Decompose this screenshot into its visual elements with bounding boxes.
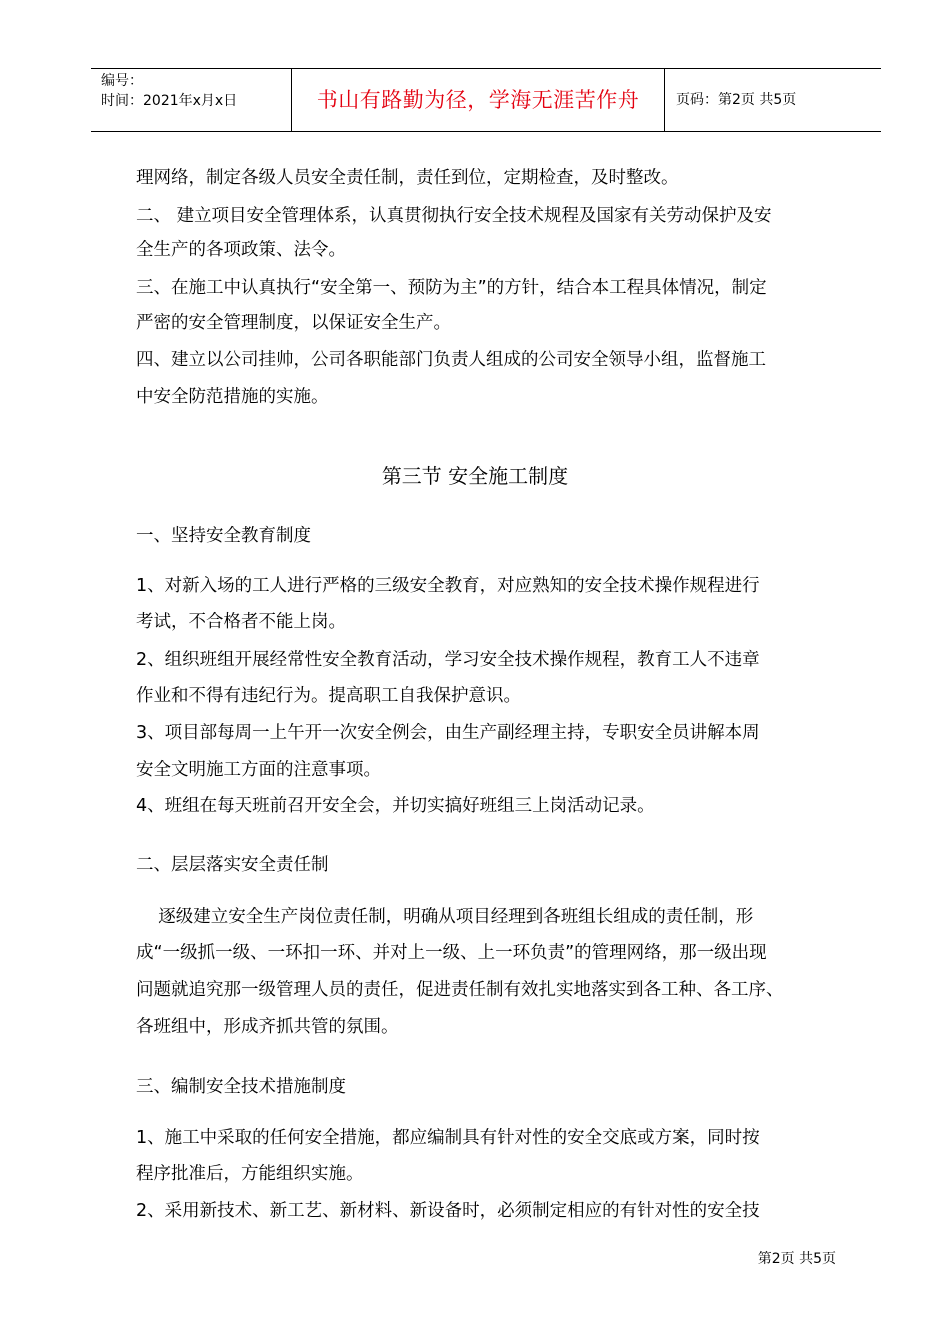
text-line: 程序批准后，方能组织实施。 (136, 1164, 364, 1184)
text-line: 3、项目部每周一上午开一次安全例会，由生产副经理主持，专职安全员讲解本周 (136, 723, 760, 743)
text-line: 2、采用新技术、新工艺、新材料、新设备时，必须制定相应的有针对性的安全技 (136, 1201, 760, 1221)
text-line: 三、在施工中认真执行“安全第一、预防为主”的方针，结合本工程具体情况，制定 (136, 278, 767, 298)
subheading: 二、层层落实安全责任制 (136, 855, 329, 875)
text-line: 逐级建立安全生产岗位责任制，明确从项目经理到各班组长组成的责任制，形 (136, 907, 754, 927)
text-line: 4、班组在每天班前召开安全会，并切实搞好班组三上岗活动记录。 (136, 796, 655, 816)
text-line: 中安全防范措施的实施。 (136, 387, 329, 407)
page-header (91, 68, 881, 132)
subheading: 三、编制安全技术措施制度 (136, 1077, 346, 1097)
subheading: 一、坚持安全教育制度 (136, 526, 311, 546)
header-meta (91, 69, 292, 131)
section-title: 第三节 安全施工制度 (381, 464, 569, 488)
text-line: 严密的安全管理制度，以保证安全生产。 (136, 313, 451, 333)
text-line: 成“一级抓一级、一环扣一环、并对上一级、上一环负责”的管理网络，那一级出现 (136, 943, 767, 963)
header-motto: 书山有路勤为径，学海无涯苦作舟 (292, 69, 665, 131)
header-page-label: 页码：第2页 共5页 (676, 92, 797, 108)
text-line: 考试，不合格者不能上岗。 (136, 612, 346, 632)
number-label: 编号： (101, 73, 143, 89)
text-line: 四、建立以公司挂帅，公司各职能部门负责人组成的公司安全领导小组，监督施工 (136, 350, 766, 370)
text-line: 全生产的各项政策、法令。 (136, 240, 346, 260)
text-line: 2、组织班组开展经常性安全教育活动，学习安全技术操作规程，教育工人不违章 (136, 650, 760, 670)
text-line: 问题就追究那一级管理人员的责任，促进责任制有效扎实地落实到各工种、各工序、 (136, 980, 784, 1000)
text-line: 安全文明施工方面的注意事项。 (136, 760, 381, 780)
time-label: 时间：2021年x月x日 (101, 93, 238, 109)
text-line: 二、 建立项目安全管理体系，认真贯彻执行安全技术规程及国家有关劳动保护及安 (136, 206, 772, 226)
text-line: 各班组中，形成齐抓共管的氛围。 (136, 1017, 399, 1037)
text-line: 作业和不得有违纪行为。提高职工自我保护意识。 (136, 686, 521, 706)
text-line: 1、对新入场的工人进行严格的三级安全教育，对应熟知的安全技术操作规程进行 (136, 576, 760, 596)
text-line: 1、施工中采取的任何安全措施，都应编制具有针对性的安全交底或方案，同时按 (136, 1128, 760, 1148)
text-line: 理网络，制定各级人员安全责任制，责任到位，定期检查，及时整改。 (136, 168, 679, 188)
page-footer: 第2页 共5页 (757, 1251, 836, 1267)
